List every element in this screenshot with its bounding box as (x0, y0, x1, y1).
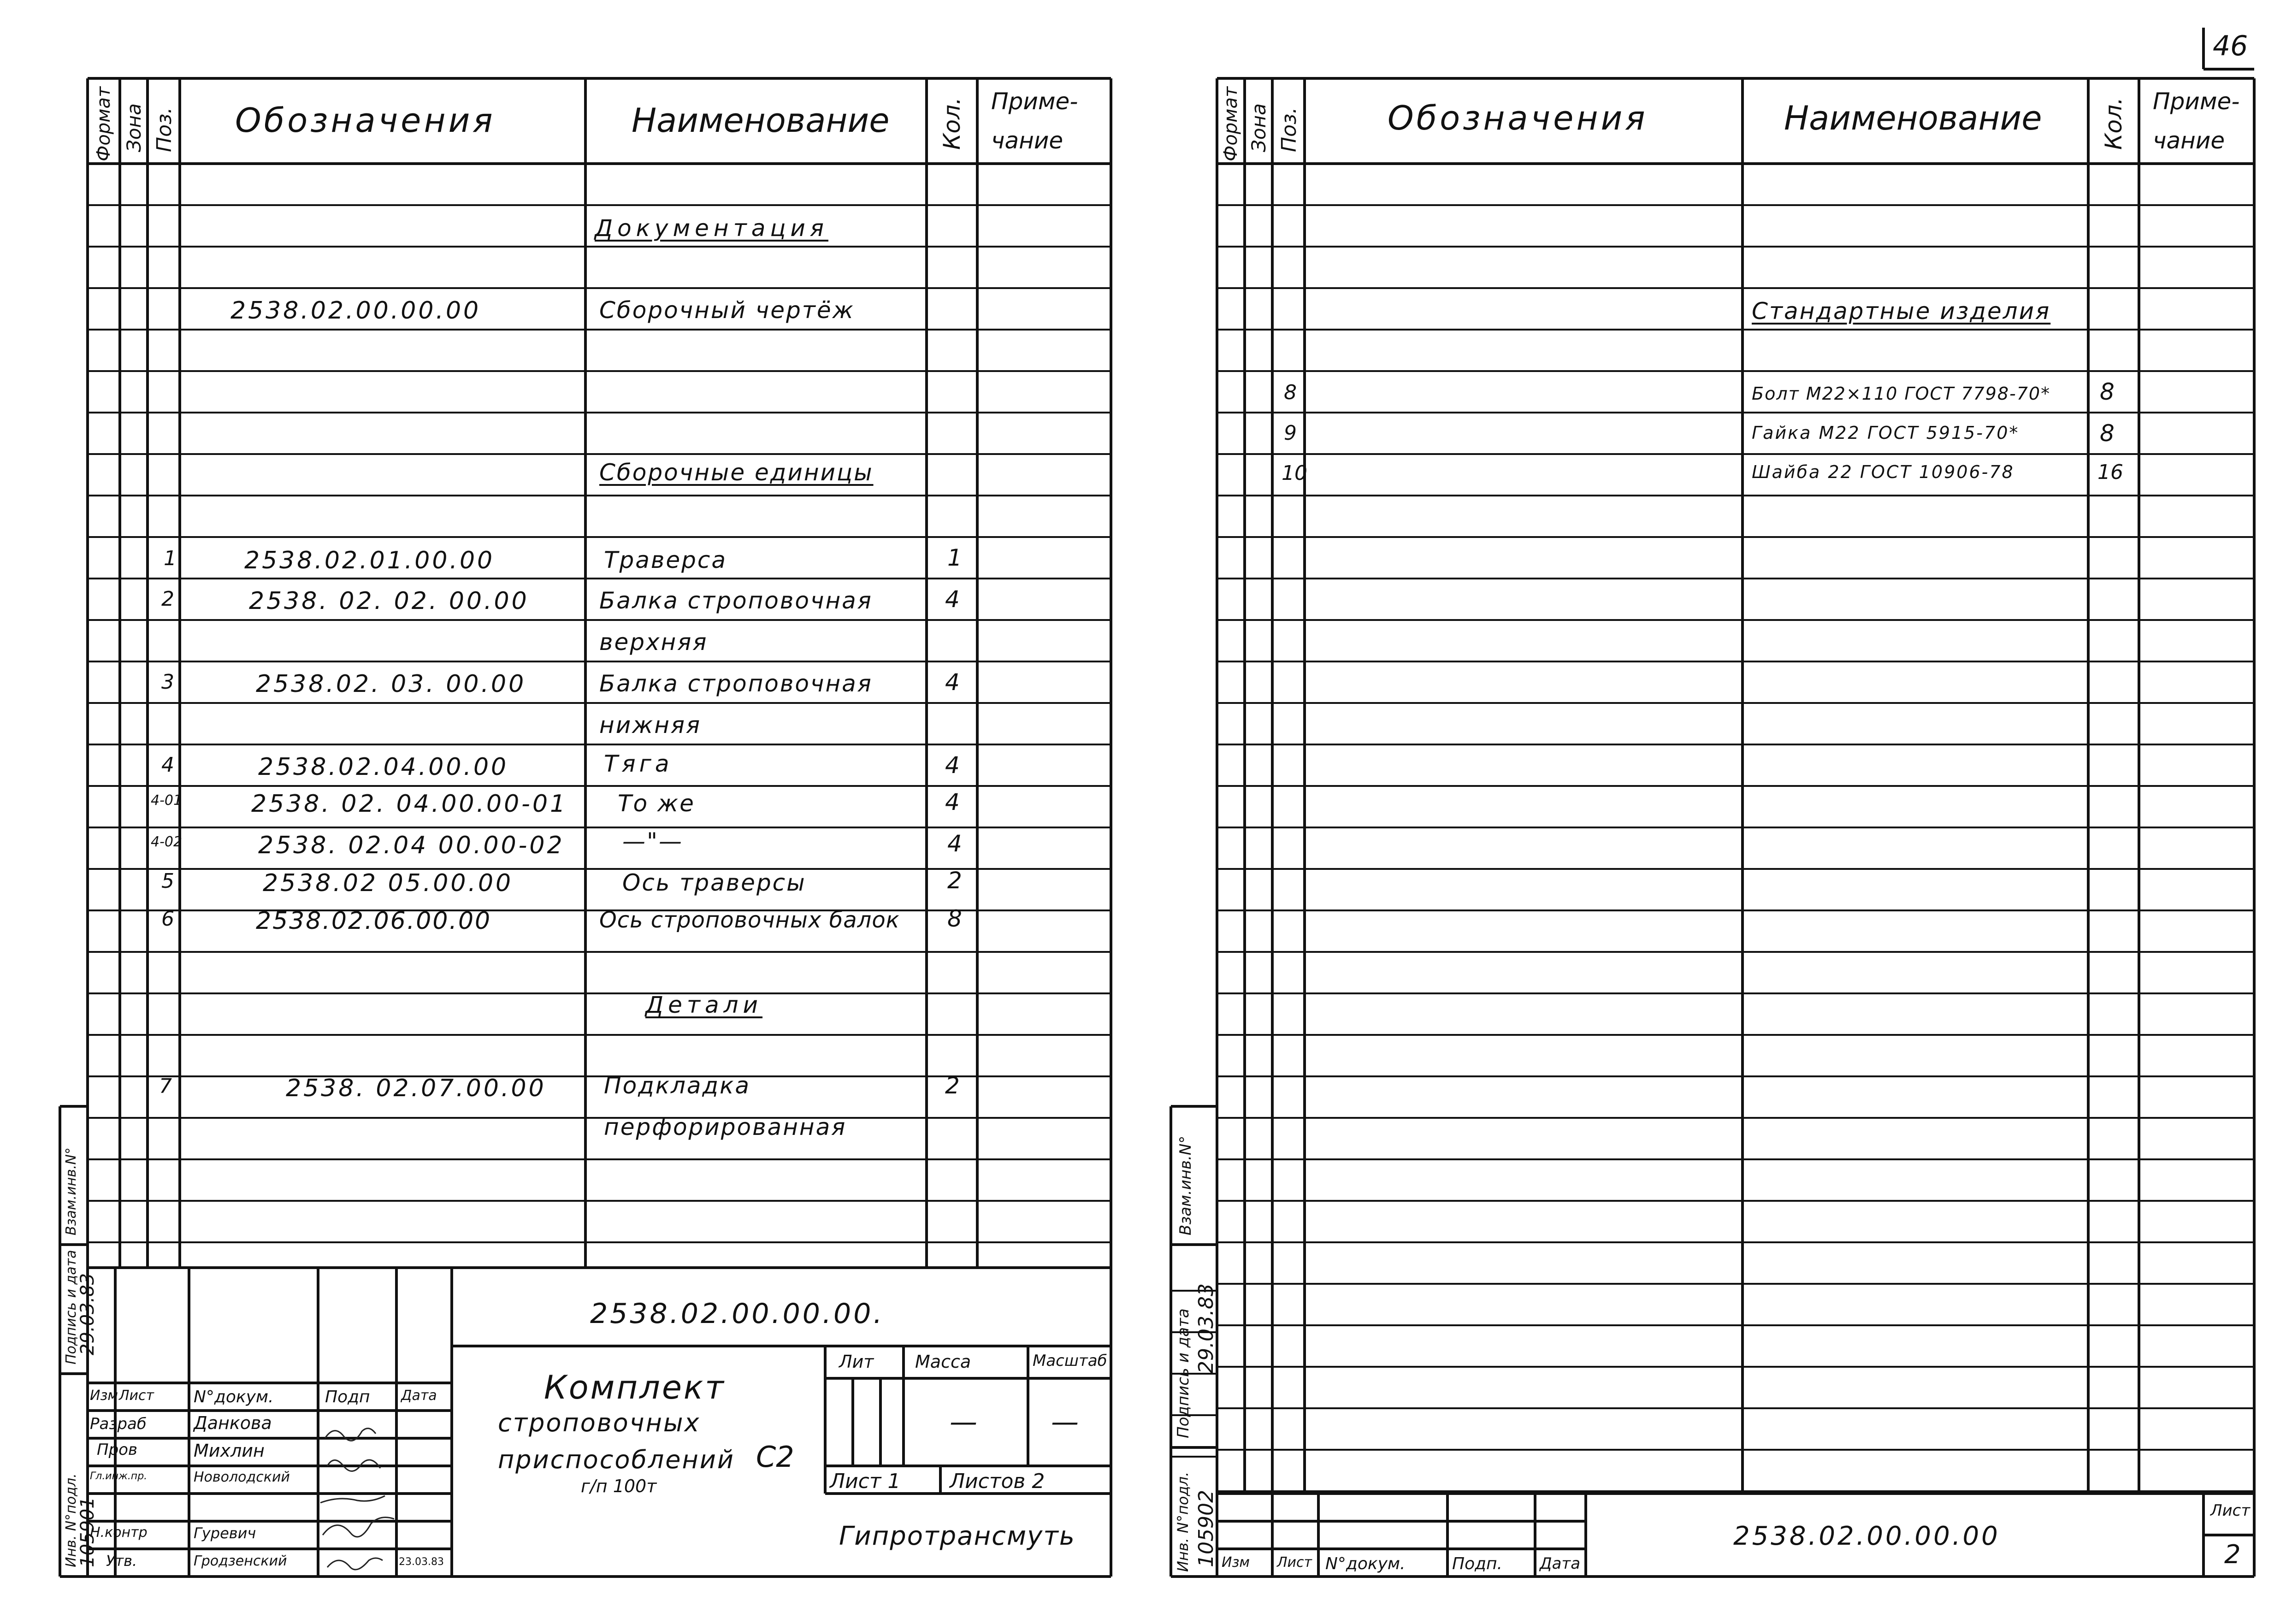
doc-number: 2538.02.00.00.00. (590, 1298, 885, 1330)
col-izm: Изм (90, 1388, 118, 1404)
designation: 2538. 02. 04.00.00-01 (251, 790, 568, 818)
header-format: Формат (1220, 86, 1241, 161)
pos: 4-01 (151, 792, 183, 809)
replace-inv-label: Взам.инв.N° (63, 1147, 79, 1235)
designation: 2538. 02.07.00.00 (286, 1075, 546, 1102)
sign-date-value: 29.03.83 (1194, 1283, 1218, 1374)
sign-date-label: Подпись и дата (63, 1250, 79, 1364)
col-izm: Изм (1222, 1554, 1250, 1571)
pos: 4 (161, 753, 174, 777)
item-name: нижняя (599, 712, 702, 738)
header-name: Наименование (1784, 99, 2042, 137)
qty: 16 (2097, 461, 2123, 484)
section-assembly-units: Сборочные единицы (599, 459, 874, 486)
designation: 2538.02 05.00.00 (263, 869, 514, 897)
pos: 1 (164, 547, 177, 570)
header-designation: Обозначения (235, 101, 496, 140)
mass-value: — (950, 1406, 977, 1438)
signature-marks (318, 1411, 396, 1577)
header-qty: Кол. (2100, 97, 2127, 150)
item-name: Болт М22×110 ГОСТ 7798-70* (1752, 384, 2051, 404)
item-name: Сборочный чертёж (599, 297, 855, 324)
capacity: г/п 100т (581, 1476, 657, 1496)
sign-date-label: Подпись и дата (1174, 1308, 1193, 1438)
pos: 6 (161, 907, 174, 931)
qty: 1 (947, 544, 962, 571)
section-details: Детали (645, 992, 763, 1018)
role: Н.контр (90, 1524, 148, 1541)
role: Утв. (106, 1552, 137, 1570)
col-doc: N°докум. (1325, 1554, 1406, 1573)
header-pos: Поз. (1277, 107, 1301, 152)
item-name: Ось строповочных балок (599, 907, 900, 933)
item-name: —"— (622, 828, 683, 855)
pos: 9 (1284, 421, 1297, 445)
designation: 2538.02.00.00.00 (230, 297, 481, 325)
designation: 2538.02. 03. 00.00 (256, 670, 526, 698)
col-list: Лист (1277, 1554, 1312, 1571)
mass-label: Масса (915, 1352, 971, 1372)
header-zone: Зона (1247, 103, 1270, 152)
inv-label: Инв. N°подл. (1174, 1471, 1192, 1572)
header-note-2: чание (2153, 127, 2225, 154)
qty: 4 (945, 752, 960, 779)
scale-label: Масштаб (1033, 1352, 1107, 1370)
sheet-value: 2 (2224, 1540, 2241, 1570)
col-sign: Подп (325, 1388, 370, 1406)
pos: 4-02 (151, 834, 183, 850)
qty: 4 (945, 669, 960, 696)
pos: 5 (161, 869, 174, 893)
inv-label: Инв. N°подл. (63, 1473, 79, 1567)
item-name: Подкладка (604, 1072, 750, 1099)
sheet-label: Лист 1 (830, 1470, 901, 1493)
sheet-label: Лист (2210, 1501, 2251, 1520)
page-number: 46 (2213, 30, 2248, 62)
person-name: Гродзенский (194, 1553, 287, 1569)
person-name: Гуревич (194, 1524, 256, 1542)
header-note-1: Приме- (991, 88, 1078, 115)
header-note-1: Приме- (2153, 88, 2240, 115)
pos: 3 (161, 670, 174, 694)
header-note-2: чание (991, 127, 1063, 154)
header-zone: Зона (123, 103, 145, 152)
designation: 2538.02.04.00.00 (258, 753, 509, 781)
title-line-2: строповочных (498, 1408, 701, 1437)
doc-number: 2538.02.00.00.00 (1733, 1521, 2000, 1551)
replace-inv-label: Взам.инв.N° (1176, 1135, 1195, 1235)
header-designation: Обозначения (1388, 99, 1648, 137)
item-name: перфорированная (604, 1114, 847, 1140)
title-code: С2 (756, 1440, 794, 1474)
item-name: Шайба 22 ГОСТ 10906-78 (1752, 462, 2014, 482)
pos: 10 (1282, 461, 1307, 485)
title-line-1: Комплект (544, 1369, 726, 1406)
scale-value: — (1051, 1406, 1079, 1438)
person-name: Данкова (194, 1413, 272, 1433)
header-format: Формат (93, 86, 114, 161)
qty: 4 (945, 586, 960, 613)
qty: 2 (947, 867, 962, 894)
item-name: Балка строповочная (599, 587, 873, 614)
item-name: Тяга (604, 750, 673, 777)
item-name: То же (618, 790, 695, 817)
item-name: Балка строповочная (599, 670, 873, 697)
header-qty: Кол. (939, 97, 965, 150)
pos: 2 (161, 587, 174, 611)
organization: Гипротрансмуть (839, 1521, 1075, 1551)
item-name: Траверса (604, 547, 727, 573)
designation: 2538.02.01.00.00 (244, 547, 495, 574)
section-documentation: Документация (595, 215, 828, 242)
header-pos: Поз. (153, 107, 176, 152)
sign-date-value: 29.03.83 (77, 1273, 98, 1355)
col-date: Дата (1540, 1554, 1581, 1573)
col-list: Лист (119, 1388, 154, 1404)
person-name: Михлин (194, 1441, 265, 1461)
pos: 7 (159, 1075, 172, 1098)
title-line-3: приспособлений (498, 1445, 735, 1474)
col-doc: N°докум. (194, 1388, 274, 1406)
designation: 2538. 02.04 00.00-02 (258, 832, 565, 859)
approval-date: 23.03.83 (399, 1556, 444, 1568)
person-name: Новолодский (194, 1469, 290, 1485)
col-sign: Подп. (1452, 1554, 1502, 1573)
inv-number: 105902 (1194, 1490, 1218, 1567)
designation: 2538.02.06.00.00 (256, 907, 492, 935)
header-name: Наименование (632, 101, 890, 140)
item-name: верхняя (599, 629, 708, 656)
col-date: Дата (401, 1388, 437, 1404)
role: Пров (97, 1441, 137, 1459)
role: Гл.инж.пр. (90, 1470, 148, 1482)
section-standard-items: Стандартные изделия (1752, 298, 2051, 325)
qty: 2 (945, 1072, 960, 1099)
lit-label: Лит (839, 1352, 874, 1372)
qty: 4 (945, 789, 960, 815)
qty: 8 (2100, 378, 2115, 405)
sheets-label: Листов 2 (950, 1470, 1045, 1493)
designation: 2538. 02. 02. 00.00 (249, 587, 529, 615)
qty: 4 (947, 830, 962, 857)
item-name: Ось траверсы (622, 869, 806, 896)
inv-number: 105901 (77, 1497, 98, 1567)
role: Разраб (90, 1415, 147, 1433)
item-name: Гайка М22 ГОСТ 5915-70* (1752, 423, 2020, 443)
qty: 8 (947, 905, 962, 932)
qty: 8 (2100, 420, 2115, 447)
pos: 8 (1284, 381, 1297, 404)
